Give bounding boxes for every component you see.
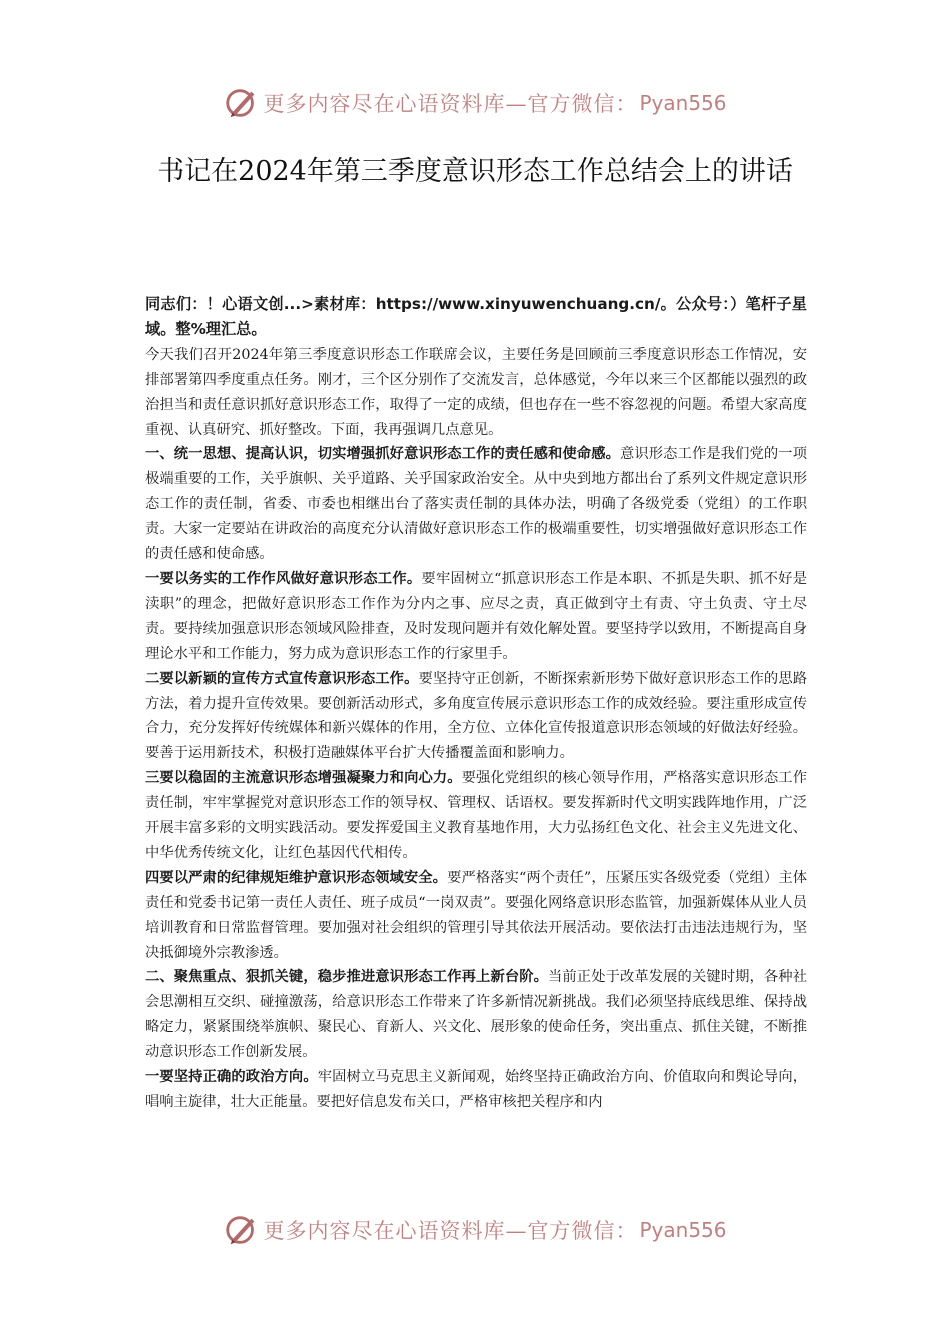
watermark-text: 更多内容尽在心语资料库—官方微信： <box>263 1219 638 1243</box>
paragraph-text: 要牢固树立“抓意识形态工作是本职、不抓是失职、抓不好是渎职”的理念，把做好意识形态工作作为分内之事、应尽之责，真正做到守土有责、守土负责、守土尽责。要持续加强意识形态领域风险排查，及时发现问题并有效化解处置。要坚持学以致用，不断提高自身理论水平和工作能力，努力成为意识形态工作的行家里手。 <box>145 570 807 662</box>
watermark-banner-top <box>0 80 950 126</box>
paragraph-text: 要强化党组织的核心领导作用，严格落实意识形态工作责任制，牢牢掌握党对意识形态工作的领导权、管理权、话语权。要发挥新时代文明实践阵地作用，广泛开展丰富多彩的文明实践活动。要发挥爱国主义教育基地作用，大力弘扬红色文化、社会主义先进文化、中华优秀传统文化，让红色基因代代相传。 <box>145 770 807 861</box>
paragraph-text: 牢固树立马克思主义新闻观，始终坚持正确政治方向、价值取向和舆论导向，唱响主旋律，壮大正能量。要把好信息发布关口，严格审核把关程序和内 <box>145 1069 808 1110</box>
paragraph-text: 今天我们召开2024年第三季度意识形态工作联席会议，主要任务是回顾前三季度意识形态工作情况，安排部署第四季度重点任务。刚才，三个区分别作了交流发言，总体感觉，今年以来三个区都能以强烈的政治担当和责任意识抓好意识形态工作，取得了一定的成绩，但也存在一些不容忽视的问题。希望大家高度重视、认真研究、抓好整改。下面，我再强调几点意见。 <box>145 346 807 438</box>
watermark-id: Pyan556 <box>639 91 727 115</box>
paragraph-lead: 一要以务实的工作作风做好意识形态工作。 <box>145 570 422 587</box>
paragraph-text: 要坚持守正创新，不断探索新形势下做好意识形态工作的思路方法，着力提升宣传效果。要创新活动形式，多角度宣传展示意识形态工作的成效经验。要注重形成宣传合力，充分发挥好传统媒体和新兴媒体的作用，全方位、立体化宣传报道意识形态领域的好做法好经验。要善于运用新技术，积极打造融媒体平台扩大传播覆盖面和影响力。 <box>145 670 808 762</box>
watermark-text: 更多内容尽在心语资料库—官方微信： <box>263 92 638 116</box>
pen-logo-icon <box>223 84 261 122</box>
document-body <box>145 292 807 1115</box>
watermark-banner-bottom <box>0 1207 950 1253</box>
paragraph-lead: 二要以新颖的宣传方式宣传意识形态工作。 <box>145 670 419 687</box>
paragraph <box>145 965 807 1065</box>
paragraph <box>145 766 807 866</box>
paragraph-lead: 四要以严肃的纪律规矩维护意识形态领域安全。 <box>145 869 448 886</box>
watermark-id: Pyan556 <box>639 1218 727 1242</box>
paragraph-lead: 一、统一思想、提高认识，切实增强抓好意识形态工作的责任感和使命感。 <box>145 446 620 463</box>
paragraph <box>145 567 807 667</box>
paragraph <box>145 866 807 966</box>
pen-logo-icon <box>223 1211 261 1249</box>
paragraph-text: 要严格落实“两个责任”，压紧压实各级党委（党组）主体责任和党委书记第一责任人责任、班子成员“一岗双责”。要强化网络意识形态监管，加强新媒体从业人员培训教育和日常监督管理。要加强对社会组织的管理引导其依法开展活动。要依法打击违法违规行为，坚决抵御境外宗教渗透。 <box>145 869 808 961</box>
paragraph <box>145 1065 807 1115</box>
paragraph <box>145 442 807 567</box>
paragraph-text: 意识形态工作是我们党的一项极端重要的工作，关乎旗帜、关乎道路、关乎国家政治安全。从中央到地方都出台了系列文件规定意识形态工作的责任制，省委、市委也相继出台了落实责任制的具体办法，明确了各级党委（党组）的工作职责。大家一定要站在讲政治的高度充分认清做好意识形态工作的极端重要性，切实增强做好意识形态工作的责任感和使命感。 <box>145 446 808 563</box>
paragraph <box>145 343 807 443</box>
intro-line: 同志们：！心语文创...>素材库：https://www.xinyuwenchuang.cn/。公众号：）笔杆子星域。整%理汇总。 <box>145 295 807 338</box>
paragraph-text: 当前正处于改革发展的关键时期，各种社会思潮相互交织、碰撞激荡，给意识形态工作带来了许多新情况新挑战。我们必须坚持底线思维、保持战略定力，紧紧围绕举旗帜、聚民心、育新人、兴文化、展形象的使命任务，突出重点、抓住关键，不断推动意识形态工作创新发展。 <box>145 969 807 1061</box>
paragraph-lead: 三要以稳固的主流意识形态增强凝聚力和向心力。 <box>145 770 462 787</box>
paragraph <box>145 667 807 767</box>
paragraph-lead: 一要坚持正确的政治方向。 <box>145 1069 318 1086</box>
document-title: 书记在2024年第三季度意识形态工作总结会上的讲话 <box>157 156 793 187</box>
paragraph-lead: 二、聚焦重点、狠抓关键，稳步推进意识形态工作再上新台阶。 <box>145 969 549 986</box>
